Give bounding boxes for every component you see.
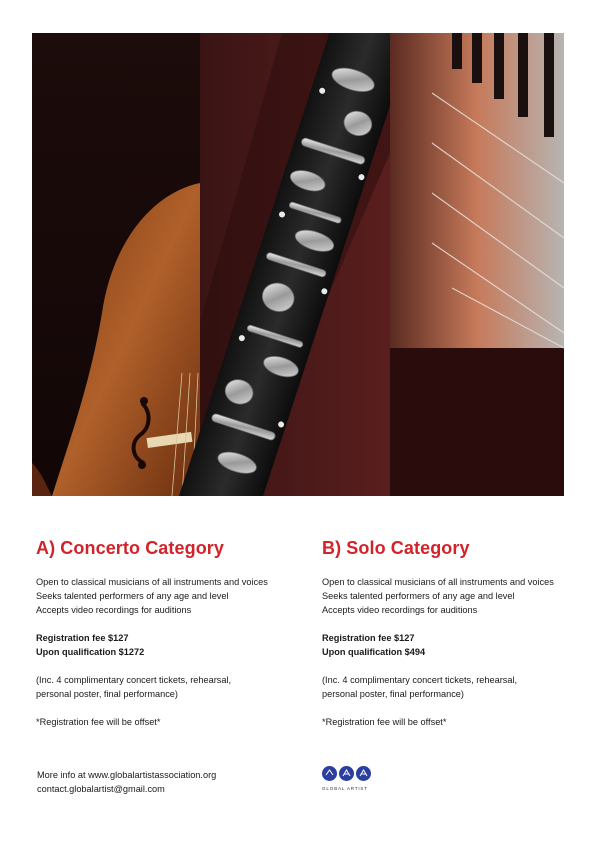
category-detail: Accepts video recordings for auditions xyxy=(36,605,192,615)
solo-category-section xyxy=(322,538,584,729)
contact-footer xyxy=(37,768,216,796)
fee-offset-note: *Registration fee will be offset* xyxy=(322,717,447,727)
website-link[interactable]: More info at www.globalartistassociation.org xyxy=(37,770,217,780)
logo-mark-icon xyxy=(322,766,382,781)
registration-fee: Registration fee $127 xyxy=(322,633,415,643)
logo-dot-icon xyxy=(322,766,337,781)
email-link[interactable]: contact.globalartist@gmail.com xyxy=(37,784,165,794)
fee-offset-note: *Registration fee will be offset* xyxy=(36,717,161,727)
hero-illustration xyxy=(32,33,564,496)
qualification-fee: Upon qualification $1272 xyxy=(36,647,145,657)
category-detail: Open to classical musicians of all instruments and voices xyxy=(36,577,268,587)
includes-text: personal poster, final performance) xyxy=(36,689,178,699)
hero-image-collage xyxy=(32,33,564,496)
category-detail: Accepts video recordings for auditions xyxy=(322,605,478,615)
includes-text: (Inc. 4 complimentary concert tickets, rehearsal, xyxy=(36,675,232,685)
category-detail: Open to classical musicians of all instruments and voices xyxy=(322,577,554,587)
qualification-fee: Upon qualification $494 xyxy=(322,647,426,657)
concerto-category-title: A) Concerto Category xyxy=(36,538,225,558)
includes-text: personal poster, final performance) xyxy=(322,689,464,699)
logo-dot-icon xyxy=(356,766,371,781)
global-artist-logo xyxy=(322,766,382,800)
registration-fee: Registration fee $127 xyxy=(36,633,129,643)
category-detail: Seeks talented performers of any age and level xyxy=(36,591,229,601)
logo-name: GLOBAL ARTIST xyxy=(322,786,368,791)
solo-category-title: B) Solo Category xyxy=(322,538,470,558)
category-detail: Seeks talented performers of any age and level xyxy=(322,591,515,601)
logo-dot-icon xyxy=(339,766,354,781)
includes-text: (Inc. 4 complimentary concert tickets, rehearsal, xyxy=(322,675,518,685)
concerto-category-section xyxy=(36,538,298,729)
